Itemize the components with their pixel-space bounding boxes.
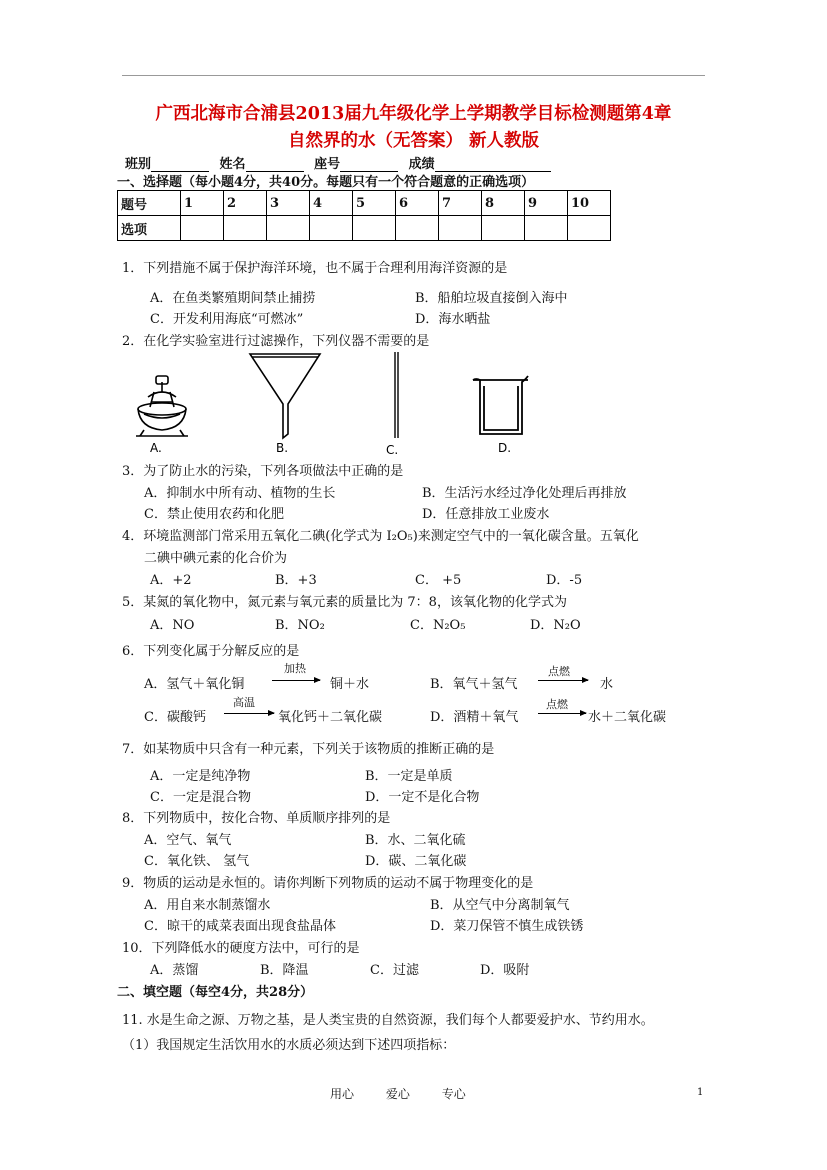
q9-option-a: A．用自来水制蒸馏水 (144, 898, 271, 913)
q6-option-a-reactants: A．氢气＋氧化铜 (144, 677, 245, 692)
q9-stem: 9．物质的运动是永恒的。请你判断下列物质的运动不属于物理变化的是 (122, 876, 534, 891)
q6-option-b-reactants: B．氧气＋氢气 (430, 677, 518, 692)
answer-table-row-options (118, 216, 611, 241)
table-number-cell: 7 (439, 191, 482, 216)
funnel-icon (250, 354, 320, 438)
q3-option-c: C．禁止使用农药和化肥 (144, 507, 284, 522)
q4-option-c: C． +5 (415, 573, 462, 588)
score-label: 成绩 (408, 157, 435, 172)
q5-option-a: A．NO (150, 618, 195, 633)
score-blank[interactable] (435, 157, 551, 172)
name-blank[interactable] (246, 157, 304, 172)
table-number-cell: 1 (181, 191, 224, 216)
answer-cell[interactable] (267, 216, 310, 241)
glass-rod-icon (395, 352, 398, 438)
q6-d-arrow-icon (538, 713, 586, 714)
q5-option-c: C．N₂O₅ (410, 618, 466, 633)
q1-option-a: A．在鱼类繁殖期间禁止捕捞 (150, 291, 316, 306)
q1-option-c: C．开发利用海底“可燃冰” (150, 312, 304, 327)
answer-cell[interactable] (525, 216, 568, 241)
q6-option-b-products: 水 (600, 677, 614, 692)
evaporating-dish-icon (136, 376, 188, 436)
table-number-cell: 3 (267, 191, 310, 216)
q6-option-a-condition: 加热 (284, 662, 306, 675)
doc-title-line1: 广西北海市合浦县2013届九年级化学上学期教学目标检测题第4章 (155, 104, 672, 124)
footer-word-1: 用心 (330, 1087, 355, 1101)
q3-option-b: B．生活污水经过净化处理后再排放 (422, 486, 627, 501)
q10-stem: 10．下列降低水的硬度方法中，可行的是 (122, 941, 360, 956)
q1-option-d: D．海水晒盐 (415, 312, 491, 327)
answer-cell[interactable] (181, 216, 224, 241)
q3-stem: 3．为了防止水的污染，下列各项做法中正确的是 (122, 464, 404, 479)
name-label: 姓名 (219, 157, 246, 172)
q3-option-a: A．抑制水中所有动、植物的生长 (144, 486, 336, 501)
q6-option-d-products: 水＋二氧化碳 (588, 710, 667, 725)
q8-stem: 8．下列物质中，按化合物、单质顺序排列的是 (122, 811, 391, 826)
q6-stem: 6．下列变化属于分解反应的是 (122, 644, 300, 659)
q2-label-d: D. (498, 441, 512, 455)
table-number-cell: 6 (396, 191, 439, 216)
table-number-cell: 9 (525, 191, 568, 216)
q6-option-d-condition: 点燃 (546, 698, 568, 711)
q8-option-c: C．氧化铁、 氢气 (144, 854, 250, 869)
q10-option-a: A．蒸馏 (150, 963, 199, 978)
header-rule (122, 75, 705, 76)
q6-option-d-reactants: D．酒精＋氧气 (430, 710, 519, 725)
q6-b-arrow-icon (538, 680, 588, 681)
table-row2-label: 选项 (118, 216, 181, 241)
q4-option-b: B．+3 (275, 573, 317, 588)
q4-stem-line2: 二碘中碘元素的化合价为 (144, 551, 288, 566)
q2-stem: 2．在化学实验室进行过滤操作，下列仪器不需要的是 (122, 334, 430, 349)
section1-heading: 一、选择题（每小题4分，共40分。每题只有一个符合题意的正确选项） (117, 175, 535, 190)
answer-cell[interactable] (568, 216, 611, 241)
doc-title-line2: 自然界的水（无答案） 新人教版 (287, 131, 540, 151)
q8-option-d: D．碳、二氧化碳 (365, 854, 467, 869)
q7-option-c: C．一定是混合物 (150, 790, 251, 805)
q4-stem-line1: 4．环境监测部门常采用五氧化二碘(化学式为 I₂O₅)来测定空气中的一氧化碳含量。五氧化 (122, 529, 639, 544)
q5-option-b: B．NO₂ (275, 618, 325, 633)
q5-option-d: D．N₂O (530, 618, 581, 633)
section2-heading: 二、填空题（每空4分，共28分） (117, 985, 314, 1000)
q9-option-c: C．晾干的咸菜表面出现食盐晶体 (144, 919, 336, 934)
lab-apparatus-figure (130, 352, 590, 460)
answer-cell[interactable] (224, 216, 267, 241)
table-number-cell: 5 (353, 191, 396, 216)
info-line (125, 153, 551, 172)
q11-part1: （1）我国规定生活饮用水的水质必须达到下述四项指标： (122, 1038, 456, 1053)
answer-cell[interactable] (310, 216, 353, 241)
q5-stem: 5．某氮的氧化物中，氮元素与氧元素的质量比为 7：8，该氧化物的化学式为 (122, 595, 567, 610)
q4-option-d: D．-5 (546, 573, 583, 588)
q4-option-a: A．+2 (150, 573, 192, 588)
table-number-cell: 4 (310, 191, 353, 216)
answer-cell[interactable] (353, 216, 396, 241)
q9-option-b: B．从空气中分离制氧气 (430, 898, 570, 913)
class-label: 班别 (125, 157, 152, 172)
footer-word-2: 爱心 (385, 1087, 410, 1101)
seat-label: 座号 (314, 157, 341, 172)
q1-option-b: B．船舶垃圾直接倒入海中 (415, 291, 568, 306)
q6-c-arrow-icon (224, 713, 274, 714)
q6-option-b-condition: 点燃 (548, 665, 570, 678)
q6-option-a-products: 铜＋水 (330, 677, 370, 692)
q10-option-d: D．吸附 (480, 963, 530, 978)
q11-stem: 11. 水是生命之源、万物之基，是人类宝贵的自然资源，我们每个人都要爱护水、节约用水。 (122, 1013, 654, 1028)
beaker-icon (473, 376, 528, 434)
table-number-cell: 10 (568, 191, 611, 216)
q2-label-b: B. (276, 441, 289, 455)
q2-label-a: A. (150, 441, 162, 455)
q3-option-d: D．任意排放工业废水 (422, 507, 550, 522)
q6-option-c-reactants: C．碳酸钙 (144, 710, 206, 725)
q7-option-d: D．一定不是化合物 (365, 790, 480, 805)
footer-word-3: 专心 (441, 1087, 466, 1101)
q9-option-d: D．菜刀保管不慎生成铁锈 (430, 919, 584, 934)
q7-option-a: A．一定是纯净物 (150, 769, 251, 784)
q1-stem: 1．下列措施不属于保护海洋环境，也不属于合理利用海洋资源的是 (122, 261, 508, 276)
answer-cell[interactable] (439, 216, 482, 241)
q8-option-a: A．空气、氧气 (144, 833, 232, 848)
answer-cell[interactable] (396, 216, 439, 241)
q10-option-b: B．降温 (260, 963, 309, 978)
table-number-cell: 2 (224, 191, 267, 216)
seat-blank[interactable] (340, 157, 398, 172)
answer-table-row-numbers (118, 191, 611, 216)
answer-table (117, 190, 611, 241)
footer-motto (330, 1085, 466, 1102)
q6-a-arrow-icon (272, 680, 320, 681)
q10-option-c: C．过滤 (370, 963, 419, 978)
table-number-cell: 8 (482, 191, 525, 216)
q7-stem: 7．如某物质中只含有一种元素，下列关于该物质的推断正确的是 (122, 742, 495, 757)
q6-option-c-products: 氧化钙＋二氧化碳 (278, 710, 383, 725)
q7-option-b: B．一定是单质 (365, 769, 453, 784)
page-number: 1 (697, 1087, 704, 1098)
q6-option-c-condition: 高温 (233, 696, 255, 709)
answer-cell[interactable] (482, 216, 525, 241)
class-blank[interactable] (151, 157, 209, 172)
q2-label-c: C. (386, 443, 399, 457)
table-row1-label: 题号 (118, 191, 181, 216)
q8-option-b: B．水、二氧化硫 (365, 833, 466, 848)
